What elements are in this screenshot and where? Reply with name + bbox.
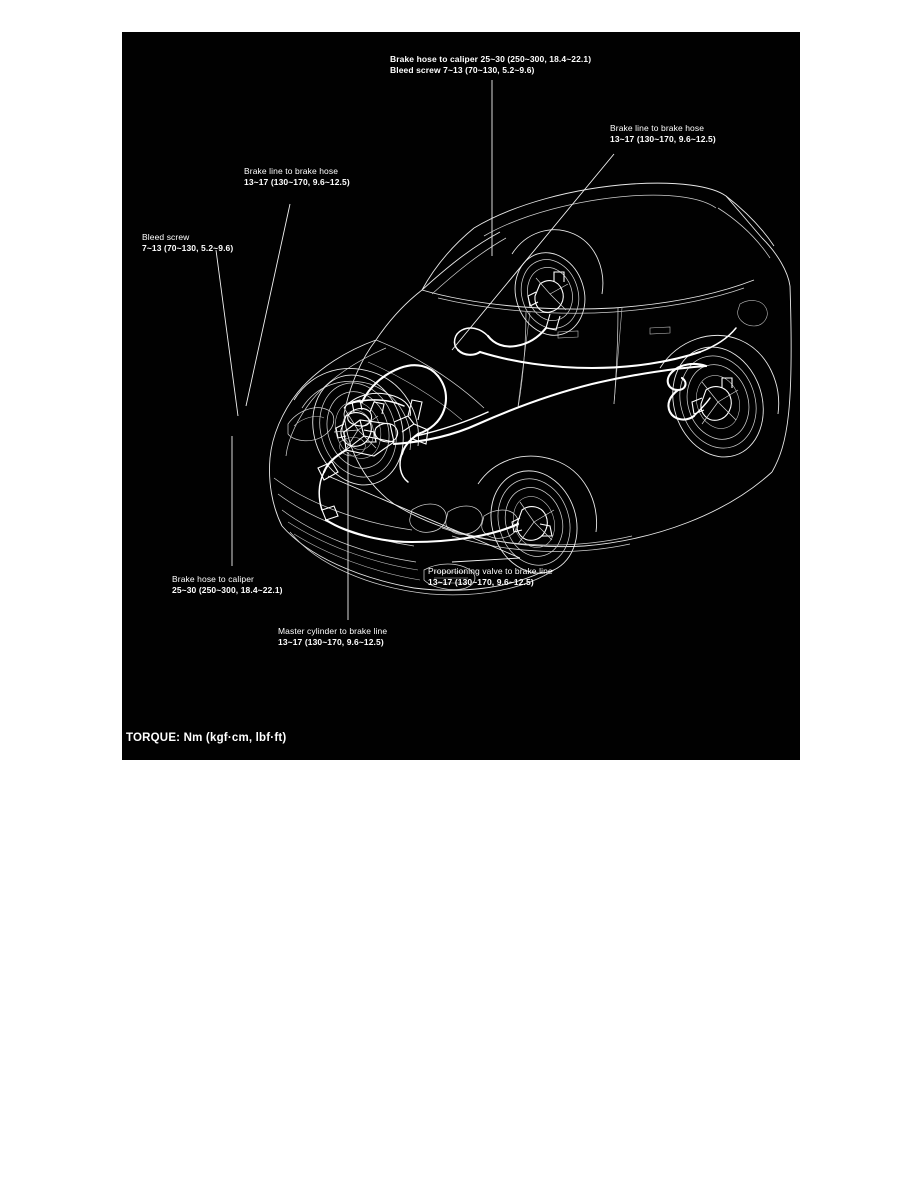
leader-front-left-brake-line [246, 204, 290, 406]
callout-line-2: 13~17 (130~170, 9.6~12.5) [278, 637, 384, 647]
callout-line-2: Bleed screw 7~13 (70~130, 5.2~9.6) [390, 65, 535, 75]
callout-line-2: 13~17 (130~170, 9.6~12.5) [610, 134, 716, 144]
callout-front-left-bleed-screw [142, 232, 233, 254]
leader-rear-right-brake-line [452, 154, 614, 350]
callout-rear-left-caliper [390, 54, 591, 76]
callout-front-left-brake-line [244, 166, 350, 188]
callout-line-1: Proportioning valve to brake line [428, 566, 553, 576]
callout-line-2: 25~30 (250~300, 18.4~22.1) [172, 585, 283, 595]
callout-line-1: Brake line to brake hose [610, 123, 705, 133]
callout-rear-right-brake-line [610, 123, 716, 145]
callout-line-1: Master cylinder to brake line [278, 626, 388, 636]
callout-front-left-brake-hose [172, 574, 283, 596]
callout-line-1: Brake hose to caliper 25~30 (250~300, 18.4~22.1) [390, 54, 592, 64]
callout-line-1: Brake line to brake hose [244, 166, 339, 176]
brake-system-diagram-panel [122, 32, 800, 760]
callout-line-2: 7~13 (70~130, 5.2~9.6) [142, 243, 234, 253]
callout-master-cylinder [278, 626, 387, 648]
callout-line-1: Brake hose to caliper [172, 574, 254, 584]
callout-line-1: Bleed screw [142, 232, 190, 242]
callout-line-2: 13~17 (130~170, 9.6~12.5) [244, 177, 350, 187]
callout-proportioning-valve [428, 566, 553, 588]
leader-front-left-bleed-screw [216, 250, 238, 416]
torque-units-caption: TORQUE: Nm (kgf·cm, lbf·ft) [126, 732, 287, 744]
callout-line-2: 13~17 (130~170, 9.6~12.5) [428, 577, 534, 587]
